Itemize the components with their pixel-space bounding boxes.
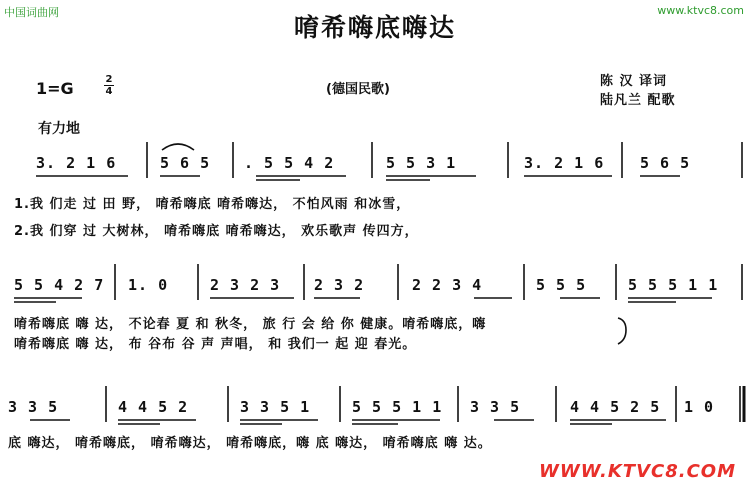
tempo-marking: 有力地 <box>38 121 80 137</box>
song-origin: (德国民歌) <box>326 82 390 97</box>
lyrics-row1-verse1: 1.我 们走 过 田 野， 唷希嗨底 唷希嗨达， 不怕风雨 和冰雪， <box>14 197 411 212</box>
measure-2-3: 2 3 2 3 <box>210 276 281 294</box>
time-signature-bottom: 4 <box>105 86 113 97</box>
key-signature: 1=G <box>36 79 74 98</box>
lyrics-row3-verse1: 底 嗨达， 唷希嗨底， 唷希嗨达， 唷希嗨底，嗨 底 嗨达， 唷希嗨底 嗨 达。 <box>8 436 492 451</box>
tie <box>162 144 194 150</box>
measure-2-2: 1. 0 <box>128 276 169 294</box>
lyrics-row2-verse2: 唷希嗨底 嗨 达， 布 谷布 谷 声 声唱， 和 我们一 起 迎 春光。 <box>14 337 417 352</box>
measure-3-4: 5 5 5 1 1 <box>352 398 443 416</box>
measure-1-4: 5 5 3 1 <box>386 154 457 172</box>
measure-3-1: 3 3 5 <box>8 398 59 416</box>
measure-2-7: 5 5 5 1 1 <box>628 276 719 294</box>
measure-1-2: 5 6 5 <box>160 154 211 172</box>
site-name-left: 中国词曲网 <box>4 6 59 19</box>
measure-2-6: 5 5 5 <box>536 276 587 294</box>
measure-2-5: 2 2 3 4 <box>412 276 483 294</box>
measure-1-3: . 5 5 4 2 <box>244 154 335 172</box>
measure-3-3: 3 3 5 1 <box>240 398 311 416</box>
verse-brace <box>618 318 626 344</box>
measure-1-6: 5 6 5 <box>640 154 691 172</box>
measure-3-2: 4 4 5 2 <box>118 398 189 416</box>
measure-1-1: 3. 2 1 6 <box>36 154 117 172</box>
lyrics-row2-verse1: 唷希嗨底 嗨 达， 不论春 夏 和 秋冬， 旅 行 会 给 你 健康。唷希嗨底，嗨 <box>14 317 487 332</box>
credit-arrangement: 陆凡兰 配歌 <box>600 93 676 108</box>
lyrics-row1-verse2: 2.我 们穿 过 大树林， 唷希嗨底 唷希嗨达， 欢乐歌声 传四方， <box>14 224 419 239</box>
song-title: 唷希嗨底嗨达 <box>293 13 456 42</box>
measure-2-1: 5 5 4 2 7 <box>14 276 105 294</box>
measure-2-4: 2 3 2 <box>314 276 365 294</box>
site-url-right: www.ktvc8.com <box>657 4 744 17</box>
measure-3-5: 3 3 5 <box>470 398 521 416</box>
measure-3-7: 1 0 <box>684 398 715 416</box>
watermark-url: WWW.KTVC8.COM <box>539 461 736 482</box>
measure-1-5: 3. 2 1 6 <box>524 154 605 172</box>
credit-lyrics: 陈 汉 译词 <box>600 74 668 89</box>
measure-3-6: 4 4 5 2 5 <box>570 398 661 416</box>
time-signature-top: 2 <box>105 74 113 85</box>
